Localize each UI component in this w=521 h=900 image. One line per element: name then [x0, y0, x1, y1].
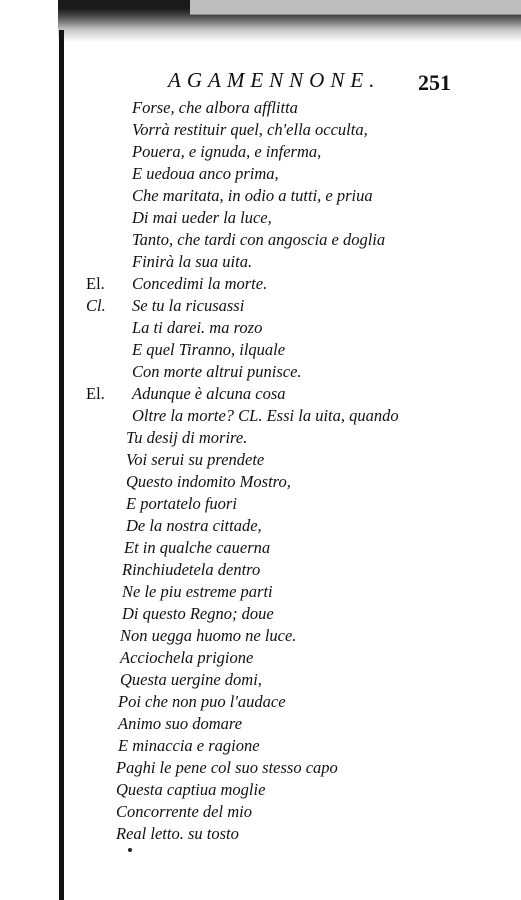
verse-line: Che maritata, in odio a tutti, e priua: [132, 186, 373, 205]
verse-line: Tanto, che tardi con angoscia e doglia: [132, 230, 386, 249]
verse-line: Et in qualche cauerna: [124, 538, 271, 557]
verse-line: Finirà la sua uita.: [132, 252, 253, 271]
verse-line: Paghi le pene col suo stesso capo: [116, 758, 338, 777]
page-number: 251: [418, 70, 451, 95]
verse-line: Pouera, e ignuda, e inferma,: [132, 142, 322, 161]
verse-line: Di mai ueder la luce,: [132, 208, 272, 227]
verse-line: Forse, che albora afflitta: [132, 98, 298, 117]
verse-line: Acciochela prigione: [120, 648, 254, 667]
verse-line: E minaccia e ragione: [118, 736, 260, 755]
verse-line: Oltre la morte? CL. Essi la uita, quando: [132, 406, 399, 425]
verse-line: Vorrà restituir quel, ch'ella occulta,: [132, 120, 368, 139]
verse-line: Ne le piu estreme parti: [122, 582, 273, 601]
verse-line: Questa captiua moglie: [116, 780, 266, 799]
adjacent-page-edge: [190, 0, 521, 15]
running-head: AGAMENNONE.: [168, 68, 381, 92]
verse-line: Di questo Regno; doue: [122, 604, 274, 623]
verse-line: Rinchiudetela dentro: [122, 560, 261, 579]
verse-line: E uedoua anco prima,: [132, 164, 279, 183]
verse-line: Real letto. su tosto: [116, 824, 239, 843]
speaker-label-el: El.: [86, 384, 105, 403]
verse-line: Concedimi la morte.: [132, 274, 268, 293]
verse-line: Tu desij di morire.: [126, 428, 248, 447]
verse-line: Questo indomito Mostro,: [126, 472, 291, 491]
speaker-label-cl: Cl.: [86, 296, 106, 315]
binding-margin: [0, 0, 58, 900]
page-gutter-line: [59, 30, 64, 900]
verse-line: Poi che non puo l'audace: [118, 692, 286, 711]
ink-speck: [128, 848, 132, 852]
verse-line: E quel Tiranno, ilquale: [132, 340, 286, 359]
verse-line: E portatelo fuori: [126, 494, 237, 513]
verse-line: Non uegga huomo ne luce.: [120, 626, 297, 645]
verse-line: Con morte altrui punisce.: [132, 362, 302, 381]
verse-line: De la nostra cittade,: [126, 516, 262, 535]
verse-line: Se tu la ricusassi: [132, 296, 245, 315]
verse-line: Questa uergine domi,: [120, 670, 262, 689]
verse-line: La ti darei. ma rozo: [132, 318, 263, 337]
verse-line: Concorrente del mio: [116, 802, 252, 821]
verse-line: Voi serui su prendete: [126, 450, 265, 469]
verse-line: Adunque è alcuna cosa: [132, 384, 286, 403]
speaker-label-el: El.: [86, 274, 105, 293]
verse-line: Animo suo domare: [118, 714, 243, 733]
